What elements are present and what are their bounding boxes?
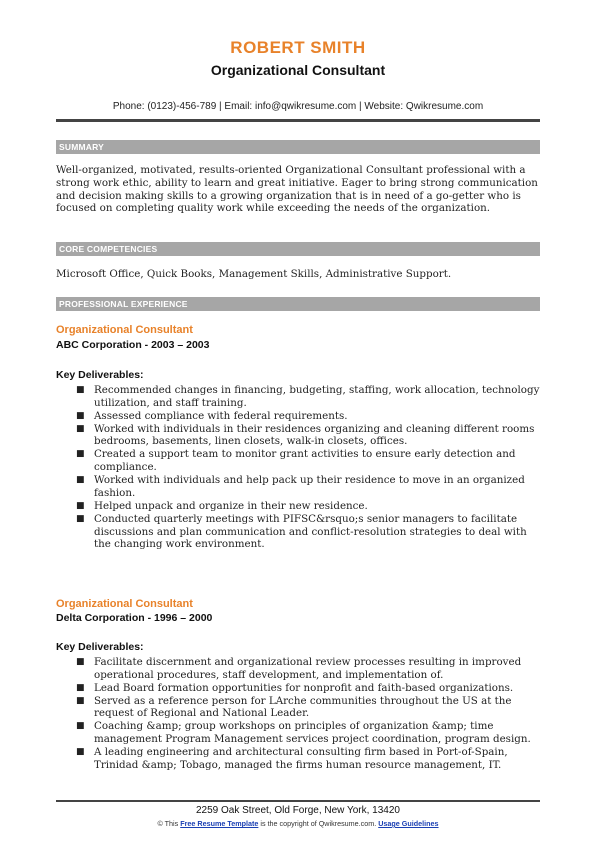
bullet-text: Worked with individuals in their residences organizing and cleaning different rooms bedrooms, basements, linen closets, walk-in closets, offices. (94, 422, 535, 448)
bullet-icon: ■ (76, 695, 85, 706)
job-title: Organizational Consultant (56, 324, 193, 336)
usage-guidelines-link[interactable]: Usage Guidelines (378, 819, 439, 828)
bullet-icon: ■ (76, 410, 85, 421)
bullet-text: Coaching &amp; group workshops on principles of organization &amp; time management Program Management services project coordination, program design. (94, 720, 531, 746)
bullet-icon: ■ (76, 423, 85, 434)
bullet-text: Assessed compliance with federal requirements. (94, 409, 348, 422)
list-item (56, 513, 540, 551)
list-item (56, 474, 540, 499)
section-header-competencies: CORE COMPETENCIES (56, 242, 540, 256)
bullet-icon: ■ (76, 513, 85, 524)
key-deliverables-label: Key Deliverables: (56, 641, 144, 653)
competencies-text: Microsoft Office, Quick Books, Management Skills, Administrative Support. (56, 268, 452, 280)
footer-divider (56, 800, 540, 802)
bullet-text: Helped unpack and organize in their new residence. (94, 499, 368, 512)
bullet-text: Worked with individuals and help pack up their residence to move in an organized fashion. (94, 474, 525, 499)
bullet-icon: ■ (76, 657, 85, 667)
bullet-text: Conducted quarterly meetings with PIFSC&rsquo;s senior managers to facilitate discussions and plan communication and conflict-resolution strategies to deal with the changing work environment. (94, 512, 527, 551)
contact-line: Phone: (0123)-456-789 | Email: info@qwikresume.com | Website: Qwikresume.com (112, 101, 484, 112)
list-item (56, 746, 540, 771)
list-item (56, 720, 540, 745)
bullet-icon: ■ (76, 475, 85, 486)
list-item (56, 682, 540, 695)
list-item (56, 384, 540, 409)
bullet-text: Created a support team to monitor grant activities to ensure early detection and compliance. (94, 448, 516, 474)
bullet-text: Lead Board formation opportunities for nonprofit and faith-based organizations. (94, 681, 514, 694)
footer-copyright (56, 819, 540, 828)
header-divider (56, 119, 540, 122)
bullet-icon: ■ (76, 747, 85, 758)
list-item (56, 410, 540, 423)
job-1-deliverables-list (56, 384, 540, 551)
list-item (56, 423, 540, 448)
copyright-middle: is the copyright of Qwikresume.com. (260, 819, 377, 828)
bullet-icon: ■ (76, 385, 85, 395)
list-item (56, 656, 540, 681)
bullet-icon: ■ (76, 721, 85, 732)
section-header-experience: PROFESSIONAL EXPERIENCE (56, 297, 540, 311)
bullet-text: A leading engineering and architectural consulting firm based in Port-of-Spain, Trinidad &amp; Tobago, managed the firms human resource management, IT. (94, 746, 508, 771)
job-company: Delta Corporation - 1996 – 2000 (56, 612, 213, 624)
bullet-icon: ■ (76, 449, 85, 460)
candidate-name: ROBERT SMITH (230, 38, 366, 57)
bullet-text: Recommended changes in financing, budgeting, staffing, work allocation, technology utilization, and staff training. (94, 384, 540, 409)
job-2-deliverables-list (56, 656, 540, 772)
bullet-text: Served as a reference person for LArche communities throughout the US at the request of Regional and National Leader. (94, 694, 512, 720)
job-company: ABC Corporation - 2003 – 2003 (56, 339, 210, 351)
free-resume-template-link[interactable]: Free Resume Template (180, 819, 259, 828)
bullet-icon: ■ (76, 682, 85, 693)
bullet-icon: ■ (76, 500, 85, 511)
summary-text: Well-organized, motivated, results-oriented Organizational Consultant professional with a strong work ethic, ability to learn and great initiative. Eager to bring strong communication and decision making skills to a growing organization that is in need of a go-getter who is focused on completing quality work while exceeding the needs of the organization. (56, 164, 538, 215)
copyright-prefix: © This (157, 819, 179, 828)
list-item (56, 695, 540, 720)
list-item (56, 500, 540, 513)
job-title: Organizational Consultant (56, 598, 193, 610)
bullet-text: Facilitate discernment and organizational review processes resulting in improved operational procedures, staff development, and implementation of. (94, 656, 522, 681)
section-header-summary: SUMMARY (56, 140, 540, 154)
candidate-title: Organizational Consultant (210, 62, 386, 78)
footer-address: 2259 Oak Street, Old Forge, New York, 13420 (195, 805, 400, 816)
list-item (56, 448, 540, 473)
key-deliverables-label: Key Deliverables: (56, 369, 144, 381)
